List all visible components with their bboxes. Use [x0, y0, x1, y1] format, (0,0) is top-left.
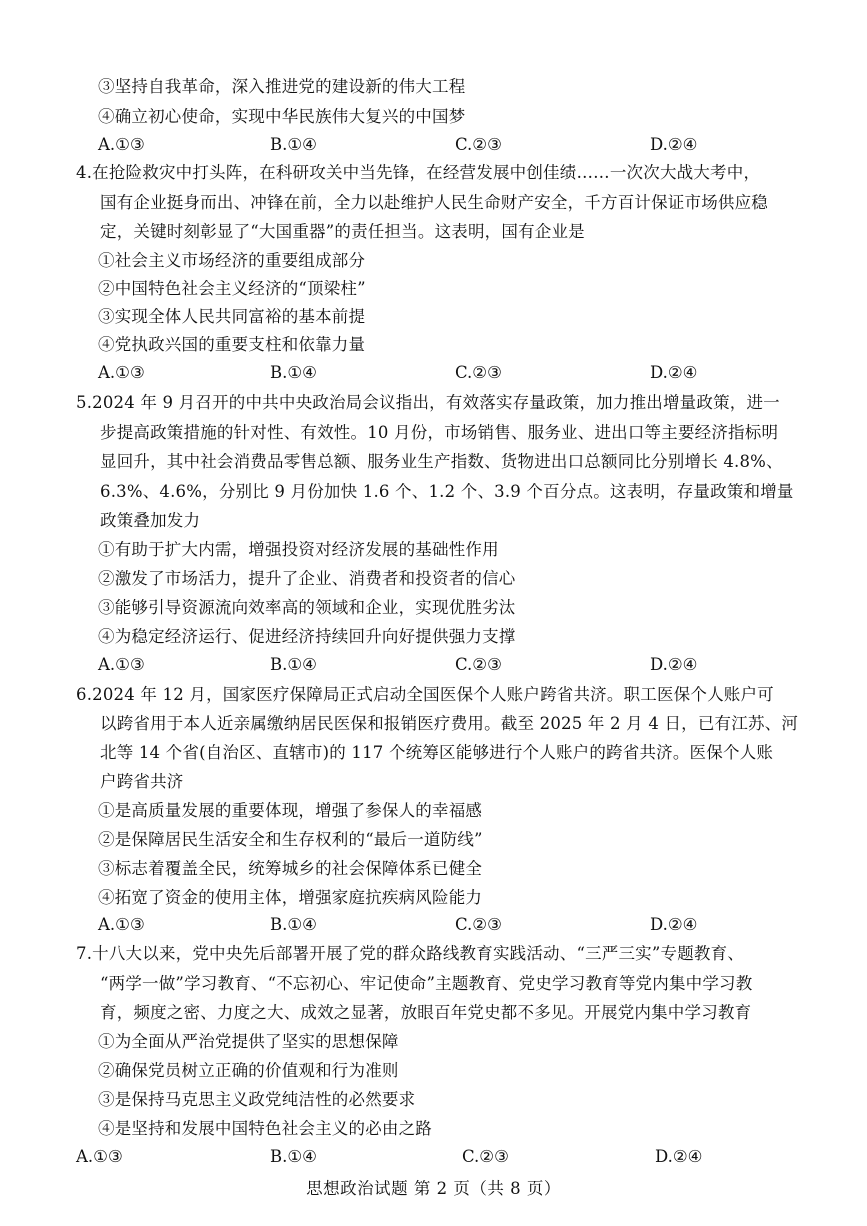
q6-stem-line-4: 户跨省共济 — [100, 772, 184, 791]
q5-stem-line-4: 6.3%、4.6%，分别比 9 月份加快 1.6 个、1.2 个、3.9 个百分点。这表明，存量政策和增量 — [100, 482, 794, 501]
q4-stem-line-2: 国有企业挺身而出、冲锋在前，全力以赴维护人民生命财产安全，千方百计保证市场供应稳 — [100, 193, 768, 212]
q6-stem-line-2: 以跨省用于本人近亲属缴纳居民医保和报销医疗费用。截至 2025 年 2 月 4 日，已有江苏、河 — [100, 714, 799, 733]
q4-choice-a: A.①③ — [98, 363, 145, 382]
q3-choice-b: B.①④ — [270, 135, 317, 154]
q7-stem-line-2: “两学一做”学习教育、“不忘初心、牢记使命”主题教育、党史学习教育等党内集中学习教 — [100, 974, 753, 993]
q6-option-1: ①是高质量发展的重要体现，增强了参保人的幸福感 — [98, 801, 483, 820]
q5-choice-a: A.①③ — [98, 655, 145, 674]
q4-choice-d: D.②④ — [650, 363, 698, 382]
q3-option-4: ④确立初心使命，实现中华民族伟大复兴的中国梦 — [98, 107, 466, 126]
q5-stem-line-3: 显回升，其中社会消费品零售总额、服务业生产指数、货物进出口总额同比分别增长 4.8%、 — [100, 452, 783, 471]
q4-choice-b: B.①④ — [270, 363, 317, 382]
q5-option-1: ①有助于扩大内需，增强投资对经济发展的基础性作用 — [98, 540, 499, 559]
q4-option-2: ②中国特色社会主义经济的“顶梁柱” — [98, 279, 366, 298]
q7-choice-d: D.②④ — [655, 1147, 703, 1166]
q7-choice-c: C.②③ — [462, 1147, 509, 1166]
q5-stem-line-1: 5.2024 年 9 月召开的中共中央政治局会议指出，有效落实存量政策，加力推出增量政策，进一 — [76, 393, 780, 412]
q6-choice-a: A.①③ — [98, 915, 145, 934]
q4-stem-line-3: 定，关键时刻彰显了“大国重器”的责任担当。这表明，国有企业是 — [100, 222, 585, 241]
q5-choice-c: C.②③ — [455, 655, 502, 674]
q6-stem-line-3: 北等 14 个省(自治区、直辖市)的 117 个统筹区能够进行个人账户的跨省共济。医保个人账 — [100, 743, 774, 762]
q7-stem-line-3: 育，频度之密、力度之大、成效之显著，放眼百年党史都不多见。开展党内集中学习教育 — [100, 1003, 752, 1022]
q5-stem-line-2: 步提高政策措施的针对性、有效性。10 月份，市场销售、服务业、进出口等主要经济指标明 — [100, 423, 779, 442]
q7-stem-line-1: 7.十八大以来，党中央先后部署开展了党的群众路线教育实践活动、“三严三实”专题教育、 — [76, 944, 745, 963]
q4-option-3: ③实现全体人民共同富裕的基本前提 — [98, 307, 366, 326]
q7-option-1: ①为全面从严治党提供了坚实的思想保障 — [98, 1032, 399, 1051]
q3-option-3: ③坚持自我革命，深入推进党的建设新的伟大工程 — [98, 77, 466, 96]
q6-choice-c: C.②③ — [455, 915, 502, 934]
q5-choice-b: B.①④ — [270, 655, 317, 674]
q3-choice-d: D.②④ — [650, 135, 698, 154]
q7-option-2: ②确保党员树立正确的价值观和行为准则 — [98, 1061, 399, 1080]
q4-choice-c: C.②③ — [455, 363, 502, 382]
page-footer: 思想政治试题 第 2 页（共 8 页） — [306, 1179, 561, 1198]
q6-option-3: ③标志着覆盖全民，统筹城乡的社会保障体系已健全 — [98, 859, 483, 878]
q7-option-4: ④是坚持和发展中国特色社会主义的必由之路 — [98, 1119, 432, 1138]
q6-option-2: ②是保障居民生活安全和生存权利的“最后一道防线” — [98, 830, 483, 849]
q6-choice-b: B.①④ — [270, 915, 317, 934]
q3-choice-c: C.②③ — [455, 135, 502, 154]
q4-stem-line-1: 4.在抢险救灾中打头阵，在科研攻关中当先锋，在经营发展中创佳绩……一次次大战大考中， — [76, 163, 761, 182]
q3-choice-a: A.①③ — [98, 135, 145, 154]
q5-choices — [0, 654, 867, 678]
q3-choices — [0, 134, 867, 158]
q6-choice-d: D.②④ — [650, 915, 698, 934]
q6-stem-line-1: 6.2024 年 12 月，国家医疗保障局正式启动全国医保个人账户跨省共济。职工医保个人账户可 — [76, 685, 774, 704]
q5-choice-d: D.②④ — [650, 655, 698, 674]
q5-option-3: ③能够引导资源流向效率高的领域和企业，实现优胜劣汰 — [98, 598, 516, 617]
q5-option-4: ④为稳定经济运行、促进经济持续回升向好提供强力支撑 — [98, 627, 516, 646]
q7-choice-a: A.①③ — [76, 1147, 123, 1166]
q7-choice-b: B.①④ — [270, 1147, 317, 1166]
q4-option-4: ④党执政兴国的重要支柱和依靠力量 — [98, 335, 366, 354]
q4-choices — [0, 362, 867, 386]
q7-option-3: ③是保持马克思主义政党纯洁性的必然要求 — [98, 1090, 416, 1109]
q6-option-4: ④拓宽了资金的使用主体，增强家庭抗疾病风险能力 — [98, 888, 483, 907]
q4-option-1: ①社会主义市场经济的重要组成部分 — [98, 251, 366, 270]
q5-stem-line-5: 政策叠加发力 — [100, 511, 201, 530]
q5-option-2: ②激发了市场活力，提升了企业、消费者和投资者的信心 — [98, 569, 516, 588]
q7-choices — [0, 1146, 867, 1170]
q6-choices — [0, 914, 867, 938]
